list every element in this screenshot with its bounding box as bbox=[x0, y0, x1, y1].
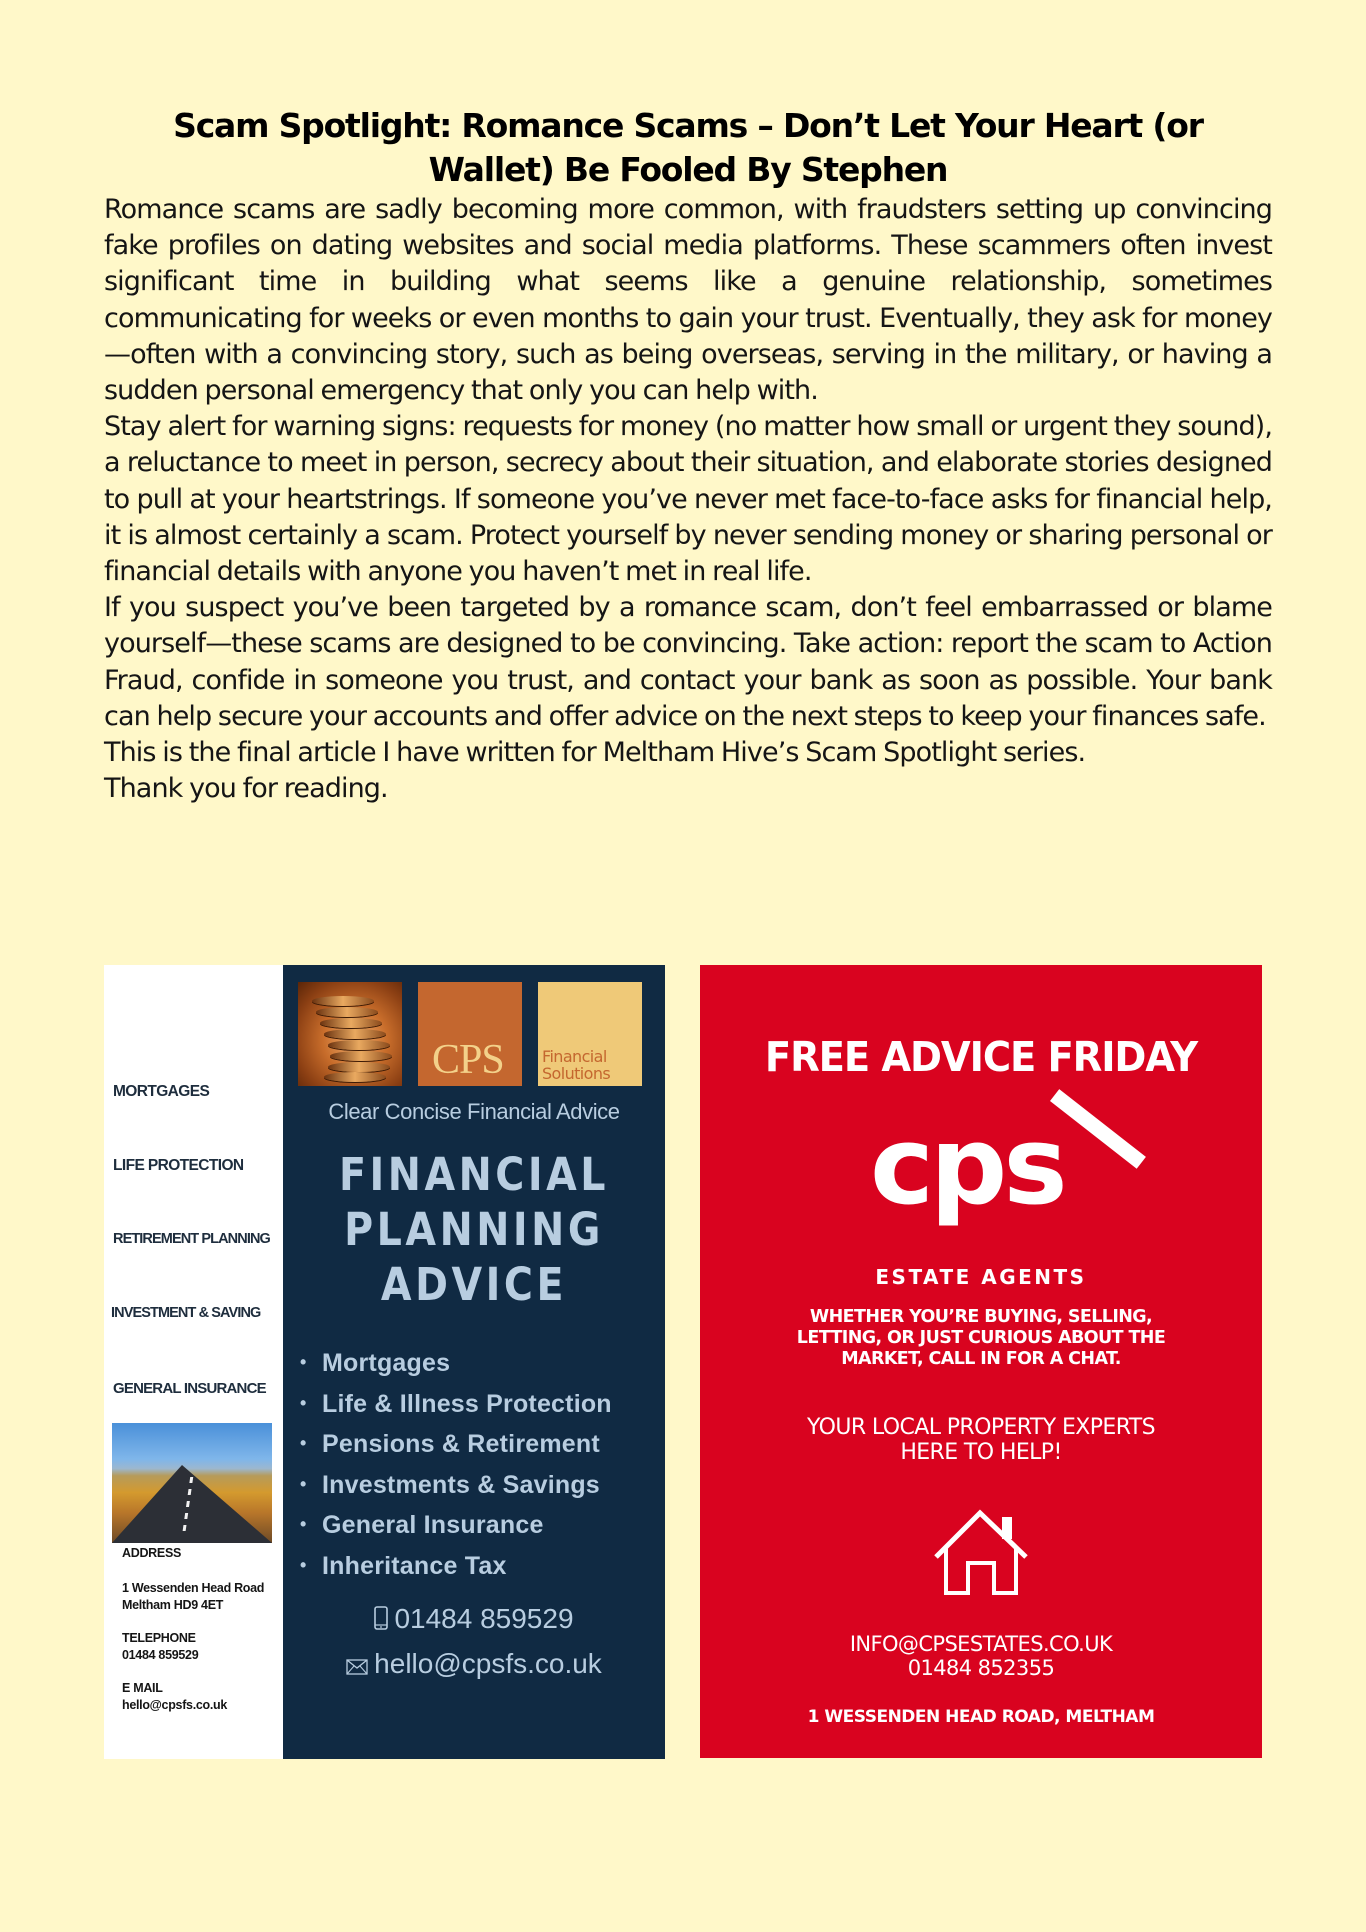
cps-financial-advert[interactable] bbox=[104, 965, 665, 1759]
services-list bbox=[300, 1343, 612, 1587]
envelope-icon bbox=[346, 1650, 368, 1682]
phone-number: 01484 859529 bbox=[394, 1603, 574, 1634]
article-paragraph-4: This is the final article I have written for Meltham Hive’s Scam Spotlight series. bbox=[104, 737, 1086, 769]
advert-headline: FREE ADVICE FRIDAY bbox=[764, 1033, 1198, 1081]
telephone-label: TELEPHONE bbox=[122, 1631, 196, 1645]
address-block bbox=[122, 1545, 264, 1714]
headline-line-3: ADVICE bbox=[380, 1258, 568, 1311]
message-line-3: MARKET, CALL IN FOR A CHAT. bbox=[841, 1349, 1121, 1369]
service-item bbox=[300, 1384, 612, 1425]
bullet-icon: • bbox=[300, 1554, 307, 1575]
bullet-icon: • bbox=[300, 1352, 307, 1372]
logo-line-financial: Financial bbox=[542, 1047, 607, 1066]
coin bbox=[328, 1062, 390, 1072]
cps-estate-agents-advert[interactable] bbox=[700, 965, 1262, 1758]
service-label: Inheritance Tax bbox=[322, 1551, 507, 1580]
cps-logo-text: CPS bbox=[432, 1037, 504, 1083]
email-address: hello@cpsfs.co.uk bbox=[122, 1698, 228, 1712]
logo-roof-slash-icon bbox=[1050, 1089, 1146, 1169]
bullet-icon: • bbox=[300, 1473, 307, 1494]
coins-image bbox=[298, 982, 402, 1086]
coin bbox=[330, 1051, 392, 1061]
email-label: E MAIL bbox=[122, 1681, 163, 1695]
article-paragraph-3: If you suspect you’ve been targeted by a romance scam, don’t feel embarrassed or blame yourself—these scams are designed to be convincing. Take action: report the scam to Action Fraud, confide in someone you trust, and contact your bank as soon as possible. Your bank can help secure your accounts and offer advice on the next steps to keep your finances safe. bbox=[104, 592, 1272, 732]
bullet-icon: • bbox=[300, 1514, 307, 1535]
service-label: Investments & Savings bbox=[322, 1470, 600, 1499]
coin bbox=[316, 1007, 378, 1017]
email-row[interactable] bbox=[283, 1648, 665, 1682]
financial-solutions-text bbox=[542, 1048, 610, 1082]
sidebar-item-retirement-planning: RETIREMENT PLANNING bbox=[113, 1231, 270, 1247]
headline-line-1: FINANCIAL bbox=[338, 1148, 610, 1201]
sidebar-item-investment-saving: INVESTMENT & SAVING bbox=[111, 1305, 261, 1321]
cps-logo-tile bbox=[418, 982, 522, 1086]
article-paragraph-5: Thank you for reading. bbox=[104, 773, 388, 805]
experts-line-1: YOUR LOCAL PROPERTY EXPERTS bbox=[806, 1415, 1155, 1440]
service-label: General Insurance bbox=[322, 1511, 544, 1540]
advert-main-panel bbox=[283, 965, 665, 1759]
advert-sidebar bbox=[104, 965, 283, 1759]
article-paragraph-2: Stay alert for warning signs: requests for money (no matter how small or urgent they sound), a reluctance to meet in person, secrecy about their situation, and elaborate stories designed to pull at your heartstrings. If someone you’ve never met face-to-face asks for financial help, it is almost certainly a scam. Protect yourself by never sending money or sharing personal or financial details with anyone you haven’t met in real life. bbox=[104, 411, 1272, 588]
article-title: Scam Spotlight: Romance Scams – Don’t Let Your Heart (or Wallet) Be Fooled By Stephen bbox=[173, 106, 1203, 189]
sidebar-item-general-insurance: GENERAL INSURANCE bbox=[113, 1380, 266, 1397]
service-item bbox=[300, 1505, 612, 1546]
service-label: Mortgages bbox=[322, 1349, 451, 1377]
estate-email[interactable]: INFO@CPSESTATES.CO.UK bbox=[849, 1632, 1113, 1656]
house-icon bbox=[932, 1505, 1032, 1597]
sidebar-item-life-protection: LIFE PROTECTION bbox=[113, 1157, 244, 1174]
coin bbox=[312, 996, 374, 1006]
sidebar-item-mortgages: MORTGAGES bbox=[113, 1083, 210, 1100]
service-label: Pensions & Retirement bbox=[322, 1430, 600, 1459]
cps-logo bbox=[860, 1095, 1150, 1245]
cps-logo-text: cps bbox=[870, 1104, 1064, 1229]
logo-line-solutions: Solutions bbox=[542, 1064, 611, 1083]
article-paragraph-1: Romance scams are sadly becoming more common, with fraudsters setting up convincing fake profiles on dating websites and social media platforms. These scammers often invest significant time in building what seems like a genuine relationship, sometimes communicating for weeks or even months to gain your trust. Eventually, they ask for money—often with a convincing story, such as being overseas, serving in the military, or having a sudden personal emergency that only you can help with. bbox=[104, 194, 1272, 407]
financial-solutions-tile bbox=[538, 982, 642, 1086]
estate-agents-subtitle: ESTATE AGENTS bbox=[875, 1265, 1087, 1289]
bullet-icon: • bbox=[300, 1392, 307, 1413]
service-item bbox=[300, 1465, 612, 1506]
coin bbox=[328, 1040, 390, 1050]
coin bbox=[320, 1018, 382, 1028]
call-in-message bbox=[700, 1307, 1262, 1370]
article bbox=[104, 104, 1272, 807]
email-link: hello@cpsfs.co.uk bbox=[374, 1648, 602, 1679]
message-line-1: WHETHER YOU’RE BUYING, SELLING, bbox=[809, 1307, 1153, 1327]
experts-line-2: HERE TO HELP! bbox=[900, 1440, 1062, 1465]
service-item bbox=[300, 1546, 612, 1587]
bullet-icon: • bbox=[300, 1433, 307, 1454]
road-landscape-image bbox=[112, 1423, 272, 1543]
mobile-phone-icon bbox=[374, 1605, 388, 1637]
estate-phone[interactable]: 01484 852355 bbox=[907, 1656, 1055, 1680]
advert-headline bbox=[306, 1147, 642, 1312]
coin bbox=[324, 1072, 386, 1082]
message-line-2: LETTING, OR JUST CURIOUS ABOUT THE bbox=[796, 1328, 1166, 1348]
contact-details bbox=[700, 1632, 1262, 1680]
estate-address: 1 WESSENDEN HEAD ROAD, MELTHAM bbox=[807, 1707, 1155, 1727]
service-item bbox=[300, 1343, 612, 1384]
telephone-number: 01484 859529 bbox=[122, 1648, 199, 1662]
address-label: ADDRESS bbox=[122, 1546, 182, 1560]
service-item bbox=[300, 1424, 612, 1465]
headline-line-2: PLANNING bbox=[344, 1203, 604, 1256]
phone-row[interactable] bbox=[283, 1603, 665, 1637]
experts-message bbox=[700, 1415, 1262, 1465]
coin bbox=[324, 1029, 386, 1039]
address-line-2: Meltham HD9 4ET bbox=[122, 1598, 224, 1612]
service-label: Life & Illness Protection bbox=[322, 1389, 612, 1418]
address-line-1: 1 Wessenden Head Road bbox=[122, 1581, 265, 1595]
tagline: Clear Concise Financial Advice bbox=[328, 1099, 620, 1124]
